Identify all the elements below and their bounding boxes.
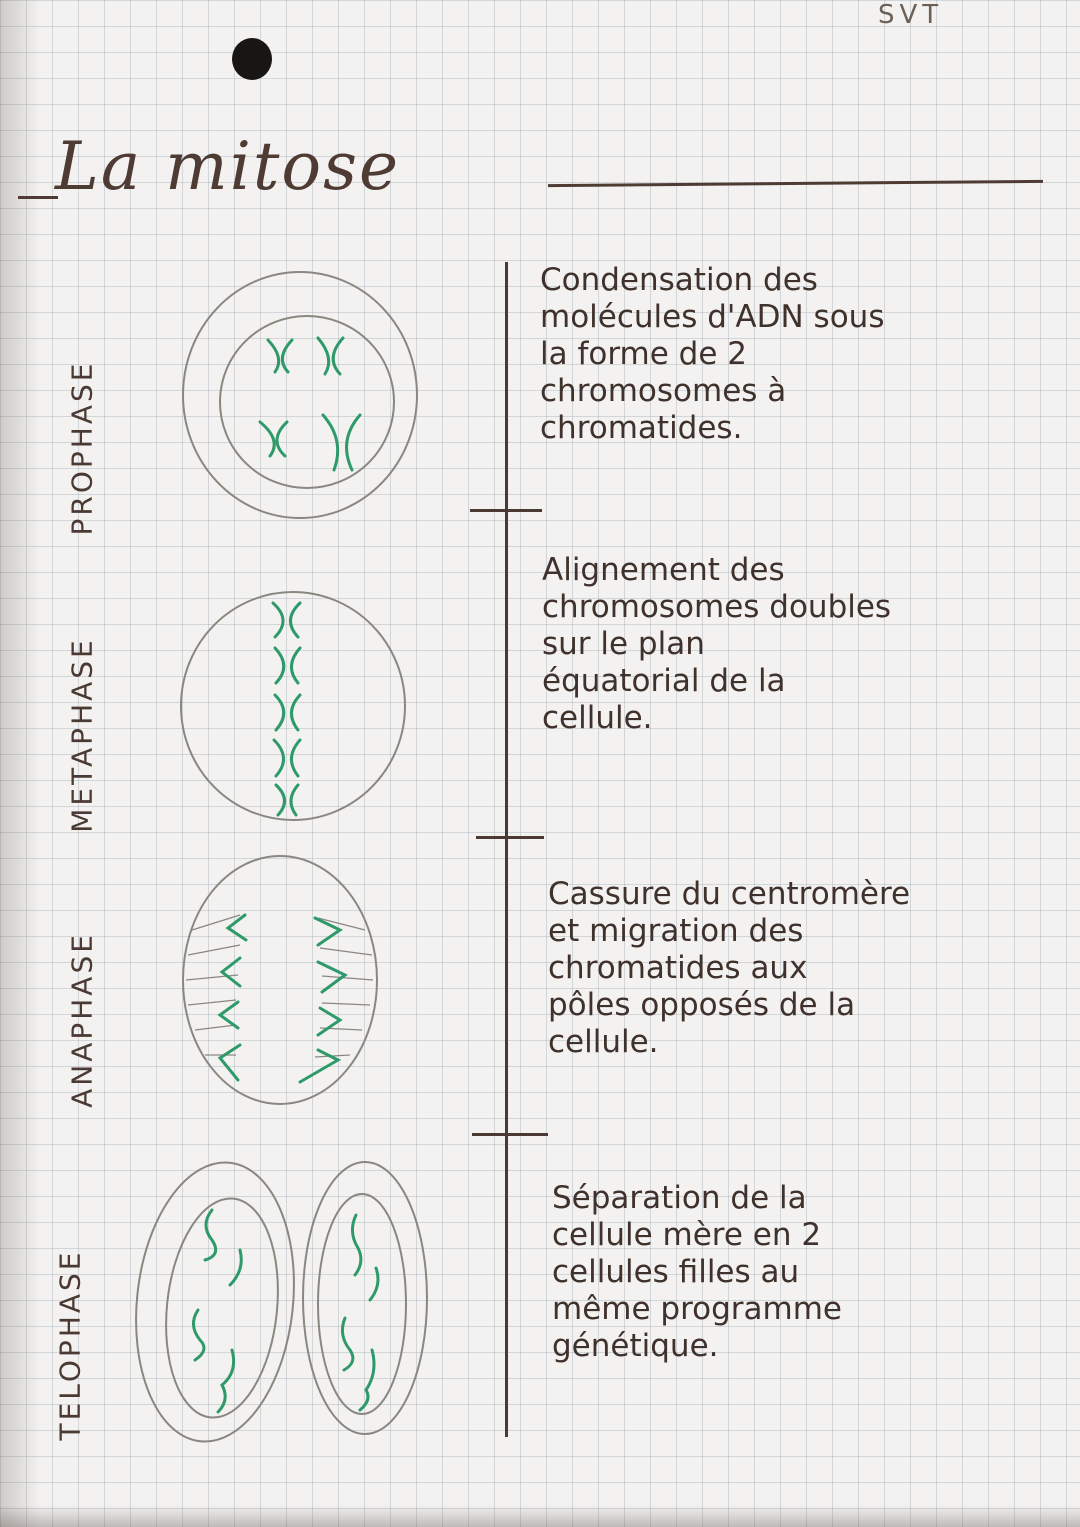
prophase-cell-membrane bbox=[183, 272, 417, 518]
metaphase-chromosome bbox=[276, 785, 298, 815]
anaphase-description: Cassure du centromère et migration des chromatides aux pôles opposés de la cellule. bbox=[548, 876, 911, 1060]
phase-label-anaphase: ANAPHASE bbox=[65, 932, 99, 1108]
prophase-nucleus bbox=[220, 316, 394, 488]
telophase-cell-left-outer bbox=[123, 1155, 307, 1450]
anaphase-chromatid bbox=[220, 1045, 240, 1080]
timeline-tick bbox=[476, 836, 544, 839]
timeline-axis bbox=[505, 262, 508, 1437]
metaphase-chromosome bbox=[274, 740, 300, 776]
anaphase-chromatid bbox=[220, 1002, 238, 1028]
telophase-cell-right-inner bbox=[318, 1194, 406, 1414]
prophase-chromosome bbox=[268, 340, 292, 372]
metaphase-description: Alignement des chromosomes doubles sur le plan équatorial de la cellule. bbox=[542, 552, 892, 736]
telophase-chromatin-left bbox=[193, 1210, 241, 1412]
telophase-description: Séparation de la cellule mère en 2 cellules filles au même programme génétique. bbox=[552, 1180, 842, 1364]
prophase-chromosome bbox=[318, 338, 343, 374]
page-bottom-shadow bbox=[0, 1505, 1080, 1527]
telophase-cell-left-inner bbox=[156, 1193, 288, 1423]
timeline-tick bbox=[470, 509, 542, 512]
phase-label-prophase: PROPHASE bbox=[65, 360, 99, 536]
anaphase-chromatid bbox=[318, 1008, 340, 1035]
metaphase-chromosome bbox=[275, 695, 300, 730]
anaphase-spindle-fibers bbox=[186, 915, 373, 1057]
page-title: La mitose bbox=[55, 128, 401, 205]
timeline-tick bbox=[472, 1133, 548, 1136]
telophase-chromatin-right bbox=[342, 1215, 378, 1410]
metaphase-chromosome bbox=[273, 603, 300, 637]
anaphase-chromatid bbox=[222, 958, 240, 986]
anaphase-cell bbox=[183, 856, 377, 1104]
phase-label-telophase: TELOPHASE bbox=[53, 1249, 87, 1441]
telophase-cell-right-outer bbox=[303, 1162, 427, 1434]
phase-label-metaphase: METAPHASE bbox=[65, 637, 99, 833]
metaphase-chromosome bbox=[275, 648, 300, 683]
prophase-chromosome bbox=[260, 422, 287, 456]
prophase-chromosome bbox=[323, 415, 360, 470]
anaphase-chromatid bbox=[300, 1050, 338, 1082]
prophase-description: Condensation des molécules d'ADN sous la forme de 2 chromosomes à chromatides. bbox=[540, 262, 885, 446]
anaphase-chromatid bbox=[228, 915, 246, 940]
subject-label: SVT bbox=[878, 0, 944, 30]
